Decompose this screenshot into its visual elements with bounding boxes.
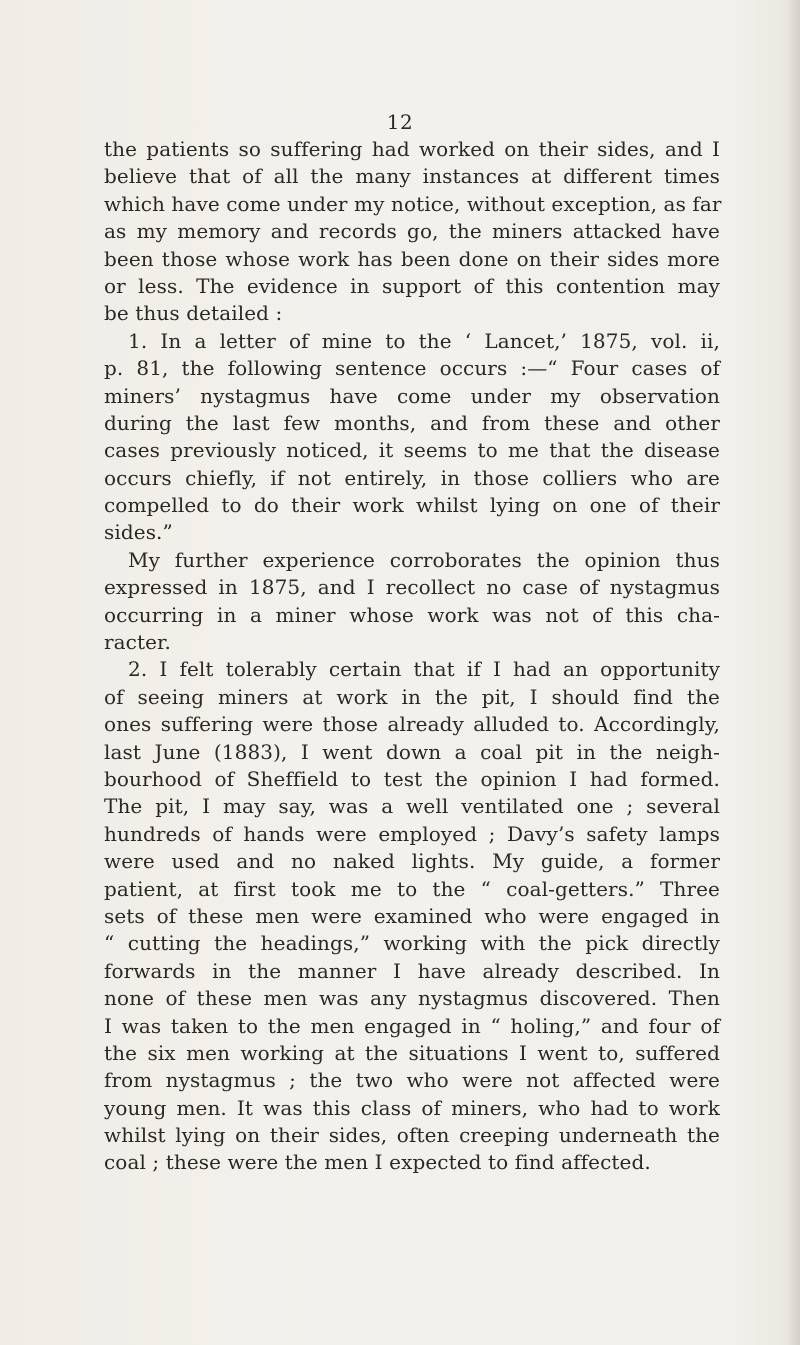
- text-line: patient, at first took me to the “ coal-getters.” Three: [104, 876, 720, 901]
- text-line: of seeing miners at work in the pit, I should find the: [104, 684, 720, 709]
- text-line: during the last few months, and from these and other: [104, 410, 720, 435]
- text-line: 2. I felt tolerably certain that if I had an opportunity: [128, 657, 720, 682]
- text-line: from nystagmus ; the two who were not affected were: [104, 1068, 720, 1093]
- text-line: the patients so suffering had worked on their sides, and I: [104, 137, 720, 161]
- text-line: expressed in 1875, and I recollect no case of nystagmus: [104, 575, 720, 600]
- text-line: been those whose work has been done on their sides more: [104, 246, 720, 271]
- text-line: occurring in a miner whose work was not of this cha-: [104, 602, 720, 627]
- text-line: the six men working at the situations I went to, suffered: [104, 1040, 720, 1065]
- text-line: cases previously noticed, it seems to me that the disease: [104, 438, 720, 463]
- text-line: miners’ nystagmus have come under my observation: [104, 383, 720, 408]
- text-line: believe that of all the many instances at different times: [104, 164, 720, 189]
- text-line: sets of these men were examined who were engaged in: [104, 903, 720, 928]
- text-line: be thus detailed :: [104, 301, 283, 326]
- text-line: p. 81, the following sentence occurs :—“ Four cases of: [104, 356, 720, 381]
- text-line: whilst lying on their sides, often creeping underneath the: [104, 1123, 720, 1148]
- text-line: compelled to do their work whilst lying on one of their: [104, 493, 720, 518]
- text-line: My further experience corroborates the opinion thus: [128, 547, 720, 572]
- text-line: young men. It was this class of miners, who had to work: [104, 1095, 720, 1120]
- text-line: 1. In a letter of mine to the ‘ Lancet,’ 1875, vol. ii,: [128, 328, 720, 353]
- text-line: as my memory and records go, the miners attacked have: [104, 219, 720, 244]
- text-line: I was taken to the men engaged in “ holing,” and four of: [104, 1013, 720, 1038]
- text-line: sides.”: [104, 520, 173, 545]
- text-line: or less. The evidence in support of this contention may: [104, 273, 720, 298]
- text-line: coal ; these were the men I expected to find affected.: [104, 1150, 651, 1175]
- body-text: [104, 136, 720, 1177]
- text-line: racter.: [104, 630, 171, 655]
- text-line: The pit, I may say, was a well ventilated one ; several: [104, 794, 720, 819]
- text-line: ones suffering were those already alluded to. Accordingly,: [104, 712, 720, 737]
- text-line: none of these men was any nystagmus discovered. Then: [104, 986, 720, 1011]
- page-edge-shadow: [786, 0, 800, 1345]
- text-line: occurs chiefly, if not entirely, in those colliers who are: [104, 465, 720, 490]
- text-line: hundreds of hands were employed ; Davy’s safety lamps: [104, 821, 720, 846]
- text-line: forwards in the manner I have already described. In: [104, 958, 720, 983]
- text-line: bourhood of Sheffield to test the opinion I had formed.: [104, 766, 720, 791]
- text-line: which have come under my notice, without exception, as far: [104, 191, 722, 216]
- text-line: were used and no naked lights. My guide, a former: [104, 849, 720, 874]
- text-line: “ cutting the headings,” working with the pick directly: [104, 931, 720, 956]
- page-number: 12: [386, 110, 414, 134]
- text-line: last June (1883), I went down a coal pit in the neigh-: [104, 739, 720, 764]
